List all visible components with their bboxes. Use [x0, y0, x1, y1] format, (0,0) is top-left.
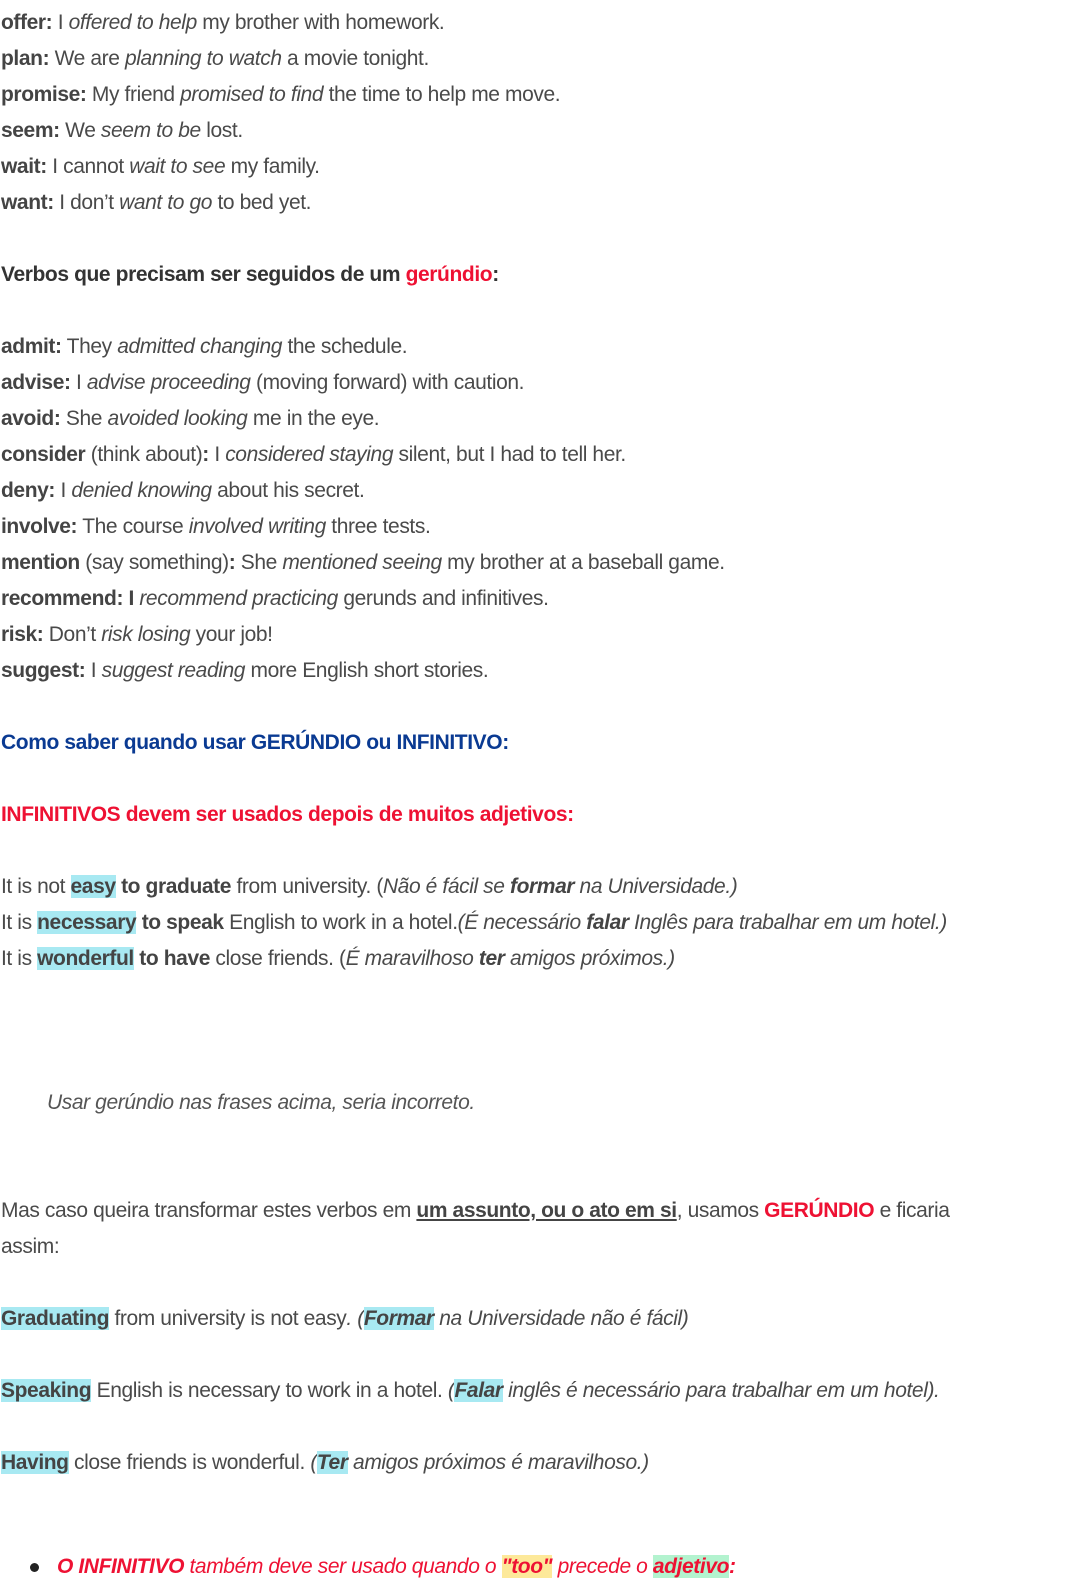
verb-label: consider	[1, 443, 86, 466]
verb-phrase: recommend practicing	[139, 587, 338, 610]
verb-label: recommend: I	[1, 587, 134, 610]
text: I	[70, 371, 87, 394]
text: I	[85, 659, 102, 682]
gerund-heading	[1, 260, 499, 290]
verb-example-seem	[1, 116, 243, 146]
adjective-highlight: necessary	[37, 911, 137, 934]
incorrect-note: Usar gerúndio nas frases acima, seria incorreto.	[47, 1091, 475, 1114]
text: (	[447, 1379, 455, 1402]
gerund-example-admit	[1, 332, 407, 362]
verb-phrase: seem to be	[100, 119, 201, 142]
translation-verb-highlight: Falar	[454, 1379, 503, 1402]
heading-highlight: gerúndio	[405, 263, 493, 286]
adjective-example	[1, 872, 737, 902]
text: The course	[77, 515, 189, 538]
text: about his secret.	[211, 479, 365, 502]
verb-label: promise:	[1, 83, 87, 106]
infinitive-adjectives-heading: INFINITIVOS devem ser usados depois de muitos adjetivos:	[1, 803, 574, 826]
text: (	[357, 1307, 364, 1330]
colon: :	[202, 443, 209, 466]
text: close friends. (	[210, 947, 346, 970]
gerund-example-involve	[1, 512, 430, 542]
text: my brother at a baseball game.	[441, 551, 725, 574]
transform-paragraph	[1, 1196, 950, 1226]
text: She	[60, 407, 108, 430]
text: from university is not easy	[109, 1307, 347, 1330]
gerund-highlight: Speaking	[1, 1379, 92, 1402]
text: She	[235, 551, 283, 574]
text: my family.	[225, 155, 320, 178]
verb-label: deny:	[1, 479, 56, 502]
text: também deve ser usado quando o	[184, 1555, 502, 1578]
gerund-sentence	[1, 1304, 688, 1334]
verb-phrase: mentioned seeing	[282, 551, 442, 574]
text: silent, but I had to tell her.	[393, 443, 626, 466]
gerund-example-deny	[1, 476, 364, 506]
verb-phrase: involved writing	[188, 515, 326, 538]
gerund-example-recommend	[1, 584, 549, 614]
verb-phrase: risk losing	[101, 623, 191, 646]
translation: amigos próximos é maravilhoso.)	[347, 1451, 649, 1474]
adjective-highlight: easy	[70, 875, 116, 898]
text: , usamos	[676, 1199, 765, 1222]
gerund-example-risk	[1, 620, 273, 650]
gerund-highlight: Graduating	[1, 1307, 110, 1330]
verb-example-promise	[1, 80, 560, 110]
too-highlight: "too"	[501, 1555, 553, 1578]
infinitive: to have	[133, 947, 210, 970]
verb-phrase: denied knowing	[71, 479, 212, 502]
infinitive: to speak	[136, 911, 224, 934]
text: I	[52, 11, 69, 34]
verb-label: seem:	[1, 119, 60, 142]
gerund-example-avoid	[1, 404, 379, 434]
text: e ficaria	[874, 1199, 950, 1222]
bullet-icon	[30, 1563, 39, 1572]
verb-label: advise:	[1, 371, 71, 394]
verb-phrase: suggest reading	[101, 659, 246, 682]
text: They	[61, 335, 118, 358]
text: close friends is wonderful.	[68, 1451, 311, 1474]
text: We are	[49, 47, 125, 70]
text: more English short stories.	[245, 659, 489, 682]
heading-suffix: :	[492, 263, 499, 286]
verb-label: avoid:	[1, 407, 61, 430]
gerund-example-suggest	[1, 656, 488, 686]
text: the time to help me move.	[323, 83, 561, 106]
translation-verb: falar	[586, 911, 629, 934]
gerund-sentence	[1, 1376, 940, 1406]
verb-phrase: advise proceeding	[86, 371, 251, 394]
verb-phrase: planning to watch	[124, 47, 282, 70]
verb-label: want:	[1, 191, 54, 214]
gerund-sentence	[1, 1448, 649, 1478]
gerund-highlight: GERÚNDIO	[764, 1199, 875, 1222]
gerund-example-mention	[1, 548, 725, 578]
text: Don’t	[43, 623, 102, 646]
verb-phrase: wait to see	[129, 155, 226, 178]
text: It is not	[1, 875, 71, 898]
verb-note: (say something)	[79, 551, 229, 574]
translation-verb: ter	[478, 947, 505, 970]
text: (moving forward) with caution.	[250, 371, 525, 394]
bullet-item	[30, 1552, 736, 1582]
text: lost.	[200, 119, 243, 142]
adjective-example	[1, 908, 947, 938]
text: I don’t	[53, 191, 120, 214]
verb-label: wait:	[1, 155, 47, 178]
translation: na Universidade.)	[574, 875, 738, 898]
translation: na Universidade não é fácil)	[433, 1307, 689, 1330]
translation: Não é fácil se	[382, 875, 510, 898]
text: a movie tonight.	[281, 47, 429, 70]
translation: Inglês para trabalhar em um hotel.)	[628, 911, 947, 934]
verb-label: offer:	[1, 11, 53, 34]
text: (	[310, 1451, 317, 1474]
translation: (É necessário	[457, 911, 587, 934]
gerund-example-advise	[1, 368, 524, 398]
text: It is	[1, 947, 38, 970]
verb-example-wait	[1, 152, 320, 182]
text: precede o	[552, 1555, 653, 1578]
text: the schedule.	[282, 335, 408, 358]
verb-label: plan:	[1, 47, 50, 70]
verb-label: admit:	[1, 335, 62, 358]
translation: inglês é necessário para trabalhar em um hotel).	[502, 1379, 940, 1402]
verb-label: involve:	[1, 515, 78, 538]
adjective-highlight: adjetivo	[652, 1555, 730, 1578]
text: I cannot	[46, 155, 130, 178]
text: to bed yet.	[212, 191, 312, 214]
text: My friend	[86, 83, 181, 106]
verb-note: (think about)	[85, 443, 203, 466]
text: three tests.	[325, 515, 431, 538]
underlined-phrase: um assunto, ou o ato em si	[416, 1199, 677, 1222]
heading-text: Verbos que precisam ser seguidos de um	[1, 263, 406, 286]
verb-phrase: want to go	[119, 191, 213, 214]
text: We	[59, 119, 101, 142]
adjective-example	[1, 944, 675, 974]
text: gerunds and infinitives.	[337, 587, 549, 610]
text: your job!	[190, 623, 273, 646]
verb-label: mention	[1, 551, 80, 574]
text: English to work in a hotel.	[223, 911, 458, 934]
text: from university. (	[231, 875, 383, 898]
how-to-heading: Como saber quando usar GERÚNDIO ou INFINITIVO:	[1, 731, 509, 754]
verb-label: risk:	[1, 623, 44, 646]
verb-phrase: considered staying	[225, 443, 394, 466]
text: :	[729, 1555, 736, 1578]
text: me in the eye.	[247, 407, 380, 430]
translation: É maravilhoso	[345, 947, 479, 970]
gerund-example-consider	[1, 440, 626, 470]
verb-label: suggest:	[1, 659, 86, 682]
verb-phrase: offered to help	[68, 11, 197, 34]
gerund-highlight: Having	[1, 1451, 69, 1474]
transform-paragraph-line2: assim:	[1, 1235, 60, 1258]
text: I	[208, 443, 226, 466]
text: .	[346, 1307, 358, 1330]
verb-phrase: avoided looking	[107, 407, 248, 430]
verb-example-offer	[1, 8, 444, 38]
adjective-highlight: wonderful	[37, 947, 134, 970]
infinitive: to graduate	[115, 875, 232, 898]
translation-verb-highlight: Formar	[363, 1307, 434, 1330]
text: I	[55, 479, 72, 502]
text: It is	[1, 911, 38, 934]
verb-phrase: promised to find	[180, 83, 324, 106]
verb-phrase: admitted changing	[117, 335, 283, 358]
translation: amigos próximos.)	[504, 947, 675, 970]
text: English is necessary to work in a hotel.	[91, 1379, 448, 1402]
text: Mas caso queira transformar estes verbos em	[1, 1199, 417, 1222]
text: O INFINITIVO	[57, 1555, 185, 1578]
translation-verb: formar	[510, 875, 575, 898]
translation-verb-highlight: Ter	[316, 1451, 348, 1474]
colon: :	[228, 551, 236, 574]
verb-example-plan	[1, 44, 429, 74]
text: my brother with homework.	[196, 11, 445, 34]
verb-example-want	[1, 188, 311, 218]
